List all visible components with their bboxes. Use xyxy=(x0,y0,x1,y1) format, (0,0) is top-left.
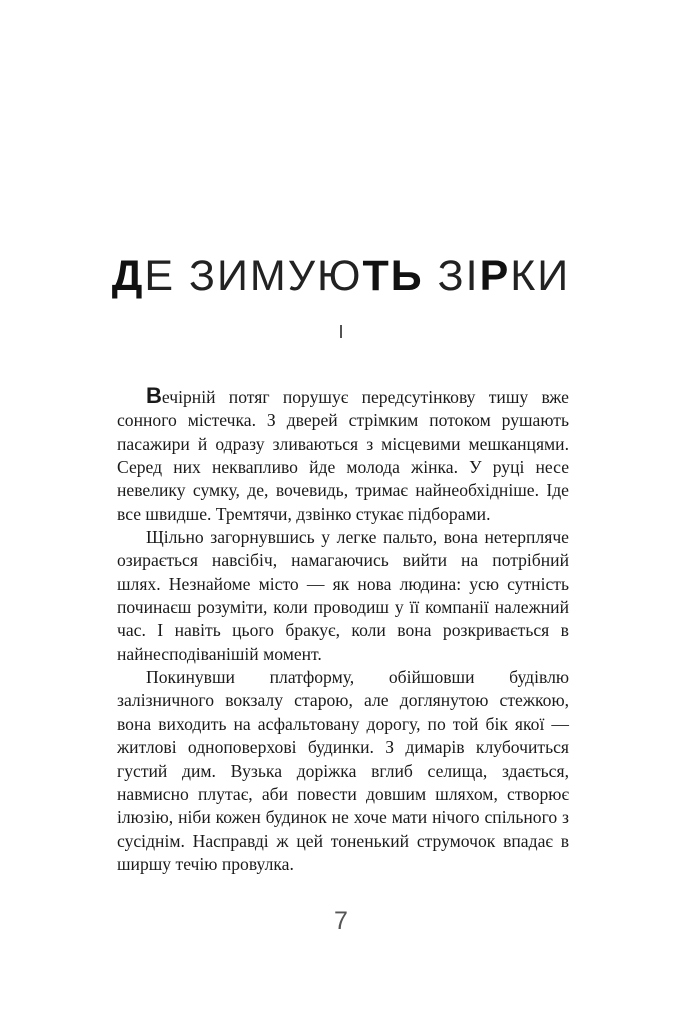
page-number: 7 xyxy=(334,907,348,935)
chapter-title-accent: Р xyxy=(479,252,511,300)
chapter-title-segment: КИ xyxy=(510,252,571,300)
paragraph-text: ечірній потяг порушує передсутінкову тишу вже сонного містечка. З дверей стрімким потоком рушають пасажири й одразу зливаються з місцевими мешканцями. Серед них неквапливо йде молода жінка. У руці несе невелику сумку, де, вочевидь, тримає найнеобхідніше. Іде все швидше. Тремтячи, дзвінко стукає підборами. xyxy=(117,387,569,524)
chapter-title-accent: Д xyxy=(111,252,145,300)
body-text xyxy=(117,385,569,876)
paragraph: Щільно загорнувшись у легке пальто, вона нетерпляче озирається навсібіч, намагаючись вийти на потрібний шлях. Незнайоме місто — як нова людина: усю сутність починаєш розуміти, коли проводиш у її компанії належний час. І навіть цього бракує, коли вона розкривається в найнесподіванішій момент. xyxy=(117,527,569,664)
paragraph xyxy=(117,385,569,526)
chapter-number: I xyxy=(338,322,344,342)
chapter-title xyxy=(0,252,682,301)
chapter-title-segment: ЗІ xyxy=(423,252,480,300)
paragraph: Покинувши платформу, обійшовши будівлю залізничного вокзалу старою, але доглянутою стежкою, вона виходить на асфальтовану дорогу, по той бік якої — житлові одноповерхові будинки. З димарів клубочиться густий дим. Вузька доріжка вглиб селища, здається, навмисно плутає, аби повести довшим шляхом, створює ілюзію, ніби кожен будинок не хоче мати нічого спільного з сусіднім. Насправді ж цей тоненький струмочок впадає в ширшу течію провулка. xyxy=(117,667,569,874)
drop-letter: В xyxy=(146,383,162,408)
chapter-title-accent: ТЬ xyxy=(362,252,424,300)
chapter-title-segment: Е ЗИМУЮ xyxy=(144,252,363,300)
